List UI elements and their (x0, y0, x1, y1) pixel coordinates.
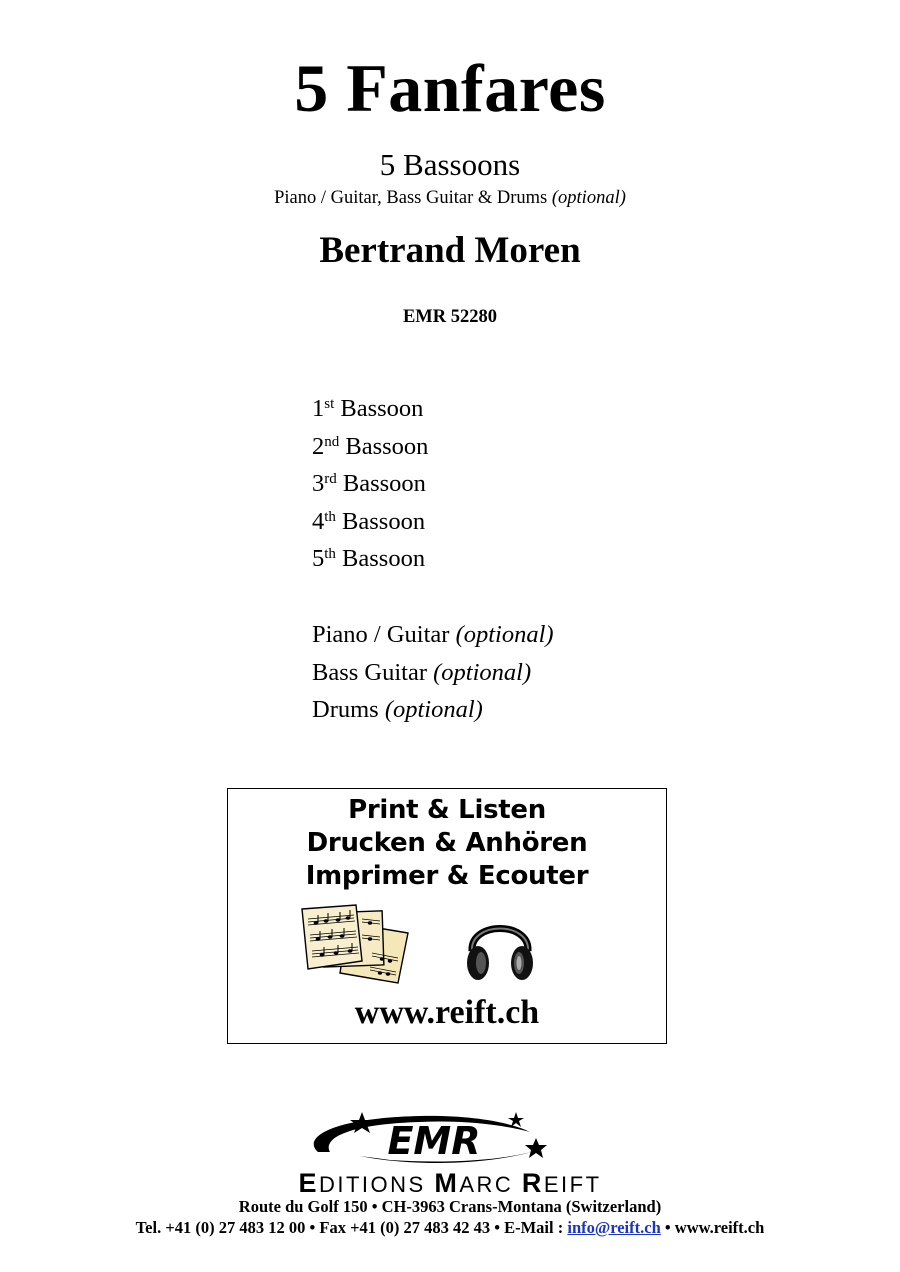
sheet-music-icon (300, 903, 412, 985)
part-item: 3rd Bassoon (312, 470, 426, 498)
print-listen-en: Print & Listen (348, 795, 546, 825)
contact-website: • www.reift.ch (660, 1218, 765, 1237)
optional-part-item: Piano / Guitar (optional) (312, 621, 554, 648)
catalog-number: EMR 52280 (402, 307, 498, 327)
emr-logo-text: EMR (387, 1119, 481, 1163)
box-website-url: www.reift.ch (354, 994, 540, 1031)
email-link[interactable]: info@reift.ch (567, 1218, 661, 1237)
optional-part-item: Drums (optional) (312, 696, 483, 724)
print-listen-de: Drucken & Anhören (306, 828, 588, 858)
part-item: 1st Bassoon (312, 395, 424, 422)
print-listen-box (227, 788, 667, 1044)
emr-logo (300, 1108, 560, 1172)
composer-name: Bertrand Moren (319, 230, 581, 271)
publisher-contact (0, 1217, 900, 1239)
instrumentation-optional: (optional) (551, 188, 626, 208)
parts-list (312, 390, 428, 578)
publisher-address: Route du Golf 150 • CH-3963 Crans-Montana (Switzerland) (238, 1197, 662, 1216)
optional-parts-list (312, 616, 554, 729)
part-item: 4th Bassoon (312, 507, 426, 535)
contact-phone-fax: Tel. +41 (0) 27 483 12 00 • Fax +41 (0) 27 483 42 43 • E-Mail : (135, 1218, 568, 1237)
part-item: 2nd Bassoon (312, 432, 429, 460)
page-title: 5 Fanfares (294, 50, 606, 126)
part-item: 5th Bassoon (312, 545, 426, 573)
instrumentation-line (0, 186, 900, 210)
headphones-icon (464, 907, 536, 985)
instrumentation-main: Piano / Guitar, Bass Guitar & Drums (274, 188, 548, 208)
subtitle: 5 Bassoons (379, 147, 521, 182)
publisher-name: EDITIONS MARC REIFT (298, 1168, 602, 1198)
optional-part-item: Bass Guitar (optional) (312, 658, 532, 686)
print-listen-fr: Imprimer & Ecouter (305, 861, 589, 891)
